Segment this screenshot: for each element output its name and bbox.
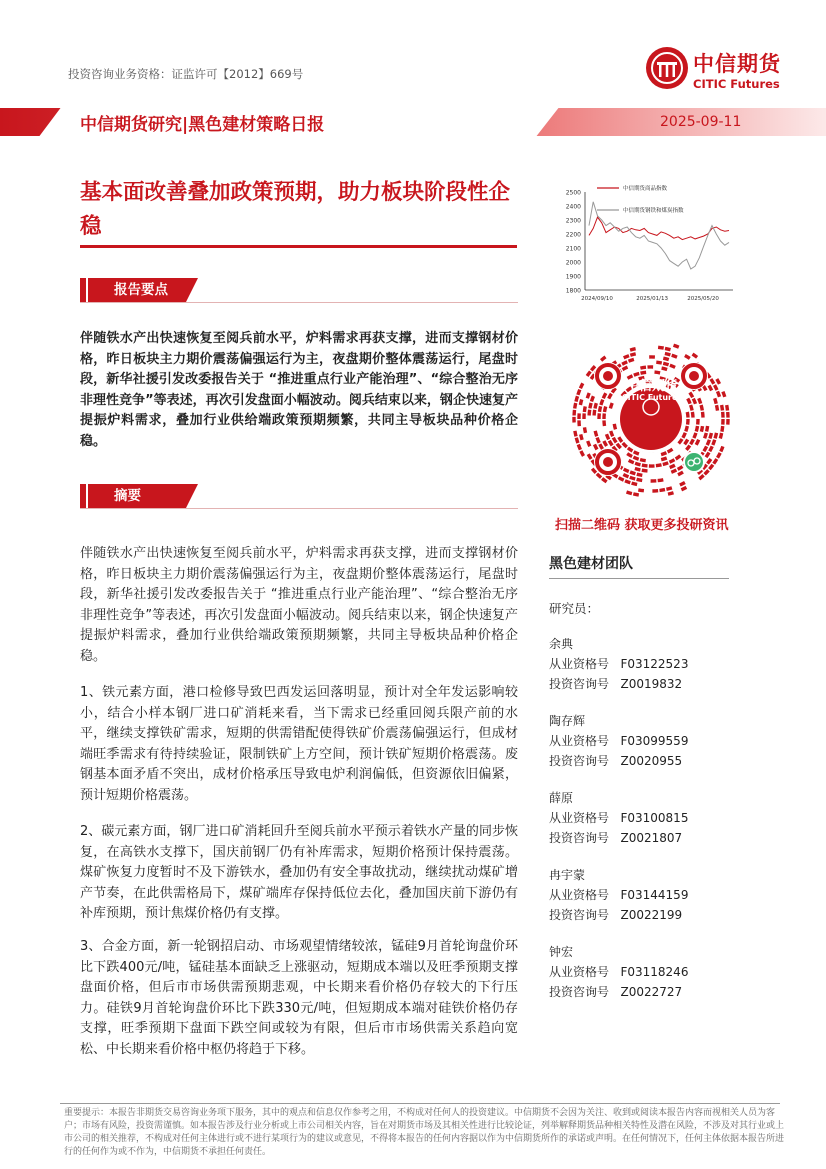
logo-english-name: CITIC Futures <box>693 77 780 91</box>
qr-center-label: 中信期货 <box>625 379 678 394</box>
researcher-name: 薛原 <box>549 791 574 805</box>
advisor-number: Z0019832 <box>620 677 683 691</box>
headline-divider <box>80 245 517 248</box>
key-points-tag <box>80 278 280 302</box>
chart-y-tick-label: 1900 <box>565 273 581 281</box>
chart-y-tick-label: 2300 <box>565 217 581 225</box>
qr-finder-dot <box>689 371 699 381</box>
researcher-label: 研究员： <box>549 601 600 616</box>
qr-code[interactable] <box>566 334 736 504</box>
advisor-line <box>549 905 749 925</box>
researcher-name: 余典 <box>549 637 574 651</box>
researcher-card <box>549 711 749 771</box>
researcher-name: 钟宏 <box>549 945 574 959</box>
researcher-name: 冉宇蒙 <box>549 868 586 882</box>
researcher-card <box>549 865 749 925</box>
key-points-label: 报告要点 <box>114 282 168 298</box>
qr-center-sublabel: CITIC Futures <box>621 393 683 402</box>
license-label: 从业资格号 <box>549 734 610 748</box>
key-points-underline <box>80 302 518 303</box>
license-line <box>549 731 749 751</box>
researcher-name: 陶存辉 <box>549 714 586 728</box>
license-number: F03144159 <box>620 888 689 902</box>
license-label: 从业资格号 <box>549 657 610 671</box>
license-number: F03118246 <box>620 965 689 979</box>
license-line <box>549 962 749 982</box>
chart-x-tick-label: 2024/09/10 <box>581 296 613 302</box>
advisor-line <box>549 751 749 771</box>
team-title: 黑色建材团队 <box>549 556 633 572</box>
summary-paragraph: 伴随铁水产出快速恢复至阅兵前水平，炉料需求再获支撑，进而支撑钢材价格，昨日板块主力期价震荡偏强运行为主，夜盘期价整体震荡运行，尾盘时段，新华社援引发改委报告关于 “推进重点行业产能治理”、“综合整治无序非理性竞争”等表述，再次引发盘面小幅波动。阅兵结束以来，钢企快速复产提振炉料需求，叠加行业供给端政策预期频繁，共同主导板块品种价格企稳。 <box>80 546 518 664</box>
disclaimer-text: 重要提示：本报告非期货交易咨询业务项下服务，其中的观点和信息仅作参考之用，不构成对任何人的投资建议。中信期货不会因为关注、收到或阅读本报告内容而视相关人员为客户；市场有风险，投资需谨慎。如本报告涉及行业分析或上市公司相关内容，旨在对期货市场及其相关性进行比较论证，列举解释期货品种相关特性及潜在风险，不涉及对其行业或上市公司的相关推荐，不构成对任何主体进行或不进行某项行为的建议或意见，不得将本报告的任何内容据以作为中信期货所作的承诺或声明。在任何情况下，任何主体依据本报告所进行的任何作为或不作为，中信期货不承担任何责任。 <box>64 1108 785 1157</box>
chart-y-tick-label: 2500 <box>565 189 581 197</box>
qr-finder-dot <box>603 371 613 381</box>
advisor-line <box>549 982 749 1002</box>
chart-y-tick-label: 1800 <box>565 287 581 295</box>
report-series-title: 中信期货研究|黑色建材策略日报 <box>80 115 325 135</box>
license-number: F03122523 <box>620 657 689 671</box>
license-number: F03100815 <box>620 811 689 825</box>
chart-y-tick-label: 2400 <box>565 203 581 211</box>
chart-x-tick-label: 2025/01/13 <box>636 296 669 302</box>
summary-paragraph: 1、铁元素方面，港口检修导致巴西发运回落明显，预计对全年发运影响较小，结合小样本钢厂进口矿消耗来看，当下需求已经重回阅兵限产前的水平，继续支撑铁矿需求，短期的供需错配使得铁矿价震荡偏强运行，但成材端旺季需求有待持续验证，限制铁矿上方空间，预计铁矿短期价格震荡。废钢基本面矛盾不突出，成材价格承压导致电炉利润偏低，但资源依旧偏紧，预计短期价格震荡。 <box>80 685 518 803</box>
chart-y-tick-label: 2200 <box>565 231 581 239</box>
researcher-card <box>549 788 749 848</box>
advisor-number: Z0022199 <box>620 908 683 922</box>
license-line <box>549 654 749 674</box>
advisor-label: 投资咨询号 <box>549 754 610 768</box>
summary-paragraph: 2、碳元素方面，钢厂进口矿消耗回升至阅兵前水平预示着铁水产量的同步恢复，在高铁水支撑下，国庆前钢厂仍有补库需求，短期价格预计保持震荡。煤矿恢复力度暂时不及下游铁水，叠加仍有安全事故扰动，继续扰动煤矿增产节奏，在此供需格局下，煤矿端库存保持低位去化，叠加国庆前下游仍有补库预期，预计焦煤价格仍有支撑。 <box>80 824 518 921</box>
advisor-number: Z0021807 <box>620 831 683 845</box>
advisor-label: 投资咨询号 <box>549 677 610 691</box>
researcher-card <box>549 942 749 1002</box>
chart-y-tick-label: 2000 <box>565 259 581 267</box>
key-points-text: 伴随铁水产出快速恢复至阅兵前水平，炉料需求再获支撑，进而支撑钢材价格，昨日板块主力期价震荡偏强运行为主，夜盘期价整体震荡运行，尾盘时段，新华社援引发改委报告关于 “推进重点行业产能治理”、“综合整治无序非理性竞争”等表述，再次引发盘面小幅波动。阅兵结束以来，钢企快速复产提振炉料需求，叠加行业供给端政策预期频繁，共同主导板块品种价格企稳。 <box>80 331 518 449</box>
advisor-label: 投资咨询号 <box>549 831 610 845</box>
team-divider <box>549 578 729 579</box>
chart-y-tick-label: 2100 <box>565 245 581 253</box>
license-label: 从业资格号 <box>549 811 610 825</box>
advisor-number: Z0020955 <box>620 754 683 768</box>
license-line <box>549 808 749 828</box>
chart-x-tick-label: 2025/05/20 <box>687 296 719 302</box>
license-text: 投资咨询业务资格：证监许可【2012】669号 <box>68 67 304 81</box>
report-headline: 基本面改善叠加政策预期，助力板块阶段性企稳 <box>80 180 511 239</box>
advisor-label: 投资咨询号 <box>549 908 610 922</box>
footer-divider <box>60 1103 780 1104</box>
license-number: F03099559 <box>620 734 689 748</box>
index-line-chart <box>553 182 743 310</box>
summary-underline <box>80 508 518 509</box>
advisor-line <box>549 674 749 694</box>
license-label: 从业资格号 <box>549 965 610 979</box>
license-line <box>549 885 749 905</box>
researcher-card <box>549 634 749 694</box>
chart-legend-label: 中信期货钢铁和煤炭指数 <box>623 208 684 214</box>
summary-label: 摘要 <box>114 488 141 504</box>
summary-paragraph: 3、合金方面，新一轮钢招启动、市场观望情绪较浓，锰硅9月首轮询盘价环比下跌400元/吨，锰硅基本面缺乏上涨驱动，短期成本端以及旺季预期支撑盘面价格，但后市市场供需预期悲观，中长期来看价格仍存较大的下行压力。硅铁9月首轮询盘价环比下跌330元/吨，但短期成本端对硅铁价格仍存支撑，旺季预期下盘面下跌空间或较为有限，但后市市场供需关系趋向宽松、中长期来看价格中枢仍将趋于下移。 <box>80 939 518 1057</box>
advisor-line <box>549 828 749 848</box>
chart-legend-label: 中信期货商品指数 <box>623 186 668 192</box>
report-date: 2025-09-11 <box>660 114 742 130</box>
license-label: 从业资格号 <box>549 888 610 902</box>
advisor-label: 投资咨询号 <box>549 985 610 999</box>
qr-finder-dot <box>603 457 613 467</box>
qr-caption: 扫描二维码 获取更多投研资讯 <box>555 518 729 533</box>
advisor-number: Z0022727 <box>620 985 683 999</box>
logo-chinese-name: 中信期货 <box>693 52 781 76</box>
summary-tag <box>80 484 280 508</box>
